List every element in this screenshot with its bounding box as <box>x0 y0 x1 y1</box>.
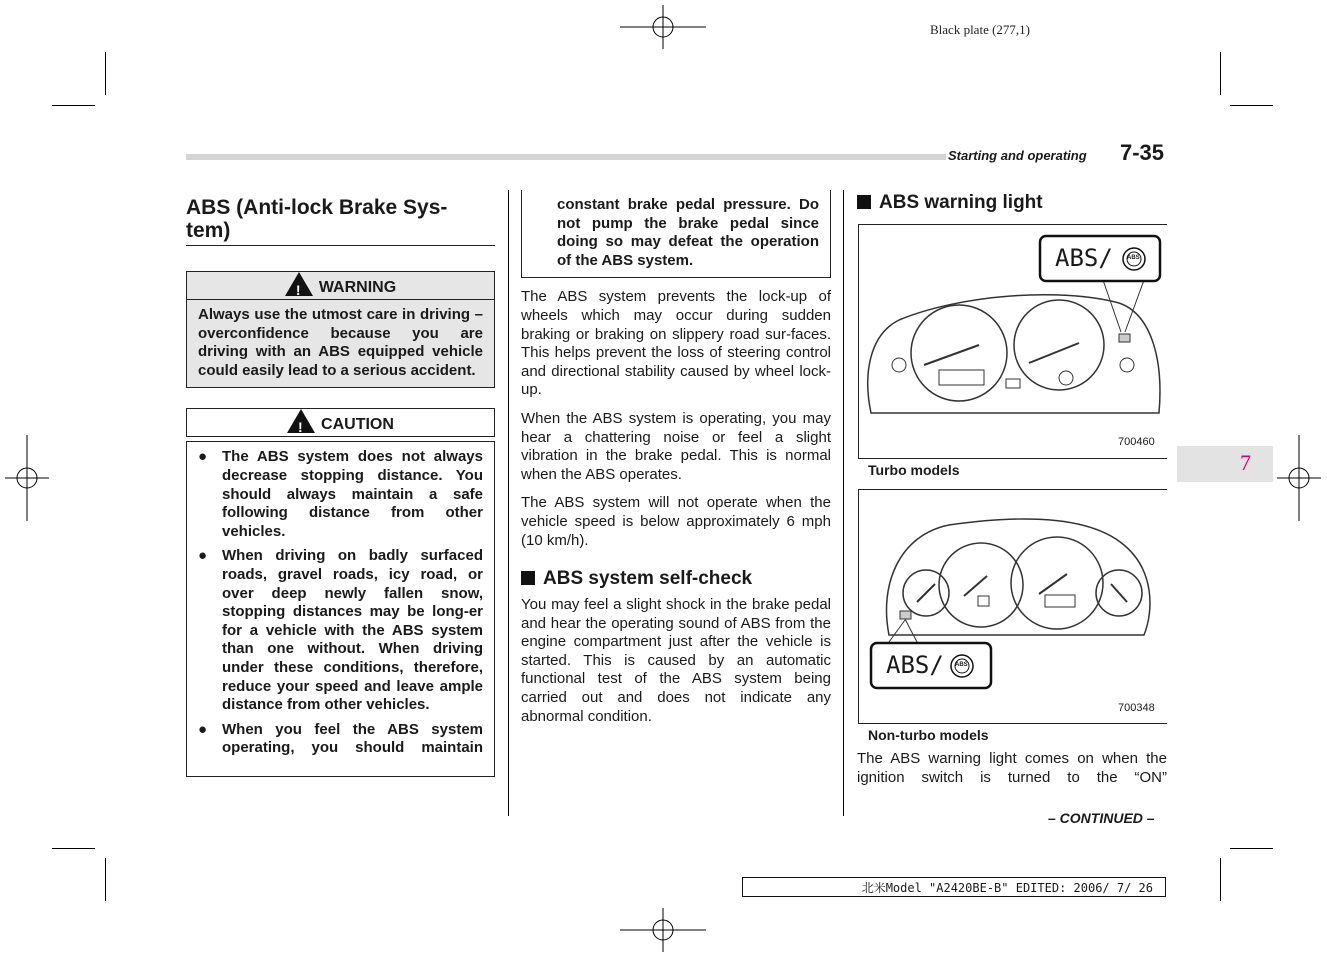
caution-bullet: ● When driving on badly surfaced roads, gravel roads, icy road, or over deep newly fallen snow, stopping distances may be long-er for a vehicle with the ABS system than one without. When driving under these conditions, therefore, reduce your speed and leave ample distance from other vehicles. <box>198 547 483 714</box>
subsection-heading <box>857 192 1167 214</box>
crop-mark <box>1230 105 1273 106</box>
caution-body <box>186 441 495 777</box>
square-bullet-icon <box>521 571 535 585</box>
warning-label: WARNING <box>318 279 397 296</box>
caution-bullet-text: When driving on badly surfaced roads, gravel roads, icy road, or over deep newly fallen snow, stopping distances may be long-er for a vehicle with the ABS system than one without. When driving under these conditions, therefore, reduce your speed and leave ample distance from other vehicles. <box>222 547 483 714</box>
abs-badge-icon: ABS <box>1127 255 1140 261</box>
paragraph: You may feel a slight shock in the brake pedal and hear the operating sound of ABS from the engine compartment just after the vehicle is started. This is caused by an automatic functional test of the ABS system being carried out and does not indicate any abnormal condition. <box>521 596 831 725</box>
abs-label: ABS/ <box>1055 244 1113 272</box>
crop-mark <box>1230 848 1273 849</box>
caution-header <box>186 408 495 437</box>
crop-mark <box>105 858 106 901</box>
square-bullet-icon <box>857 195 871 209</box>
paragraph: When the ABS system is operating, you may hear a chattering noise or feel a slight vibration in the brake pedal. This is normal when the ABS operates. <box>521 409 831 483</box>
caution-box <box>186 408 495 777</box>
left-column <box>186 196 495 777</box>
subsection-heading <box>521 568 831 590</box>
column-divider <box>508 190 509 816</box>
instrument-cluster-illustration <box>859 490 1167 723</box>
figure-caption: Non-turbo models <box>868 727 989 743</box>
caution-continued: constant brake pedal pressure. Do not pump the brake pedal since doing so may defeat the operation of the ABS system. <box>521 190 831 278</box>
page-title: ABS (Anti-lock Brake Sys- tem) <box>186 196 495 246</box>
caution-bullet-text: The ABS system does not always decrease stopping distance. You should always maintain a safe following distance from other vehicles. <box>222 448 483 540</box>
chapter-number: 7 <box>1240 450 1251 475</box>
registration-mark-bottom <box>620 908 706 952</box>
footer-edit-info: 北米Model "A2420BE-B" EDITED: 2006/ 7/ 26 <box>742 877 1166 897</box>
paragraph: The ABS system prevents the lock-up of wheels which may occur during sudden braking or braking on slippery road sur-faces. This helps prevent the loss of steering control and directional stability caused by wheel lock-up. <box>521 288 831 399</box>
crop-mark <box>105 52 106 95</box>
figure-caption: Turbo models <box>868 462 960 478</box>
subsection-title: ABS system self-check <box>543 568 753 590</box>
chapter-tab <box>1177 446 1273 482</box>
abs-label: ABS/ <box>886 651 944 679</box>
warning-text: Always use the utmost care in driving – overconfidence because you are driving with an ABS equipped vehicle could easily lead to a serious accident. <box>186 300 495 388</box>
plate-label: Black plate (277,1) <box>930 22 1030 37</box>
middle-column <box>521 190 831 726</box>
caution-bullet-text: When you feel the ABS system operating, you should maintain <box>222 720 483 757</box>
crop-mark <box>1220 52 1221 95</box>
figure-turbo <box>858 224 1167 459</box>
crop-mark <box>1220 858 1221 901</box>
registration-mark-left <box>5 435 49 521</box>
instrument-cluster-illustration <box>859 225 1167 458</box>
section-title: Starting and operating <box>948 148 1087 163</box>
column-divider <box>843 190 844 816</box>
header-rule <box>186 154 946 160</box>
warning-triangle-icon: ! <box>285 272 313 296</box>
figure-non-turbo <box>858 489 1167 724</box>
right-column <box>857 192 1167 214</box>
figure-code: 700348 <box>1118 702 1155 714</box>
paragraph: The ABS system will not operate when the vehicle speed is below approximately 6 mph (10 km/h). <box>521 494 831 549</box>
subsection-title: ABS warning light <box>879 192 1043 213</box>
warning-box <box>186 271 495 388</box>
page-number: 7-35 <box>1120 140 1165 165</box>
registration-mark-right <box>1277 435 1321 521</box>
caution-bullet: ● The ABS system does not always decrease stopping distance. You should always maintain a safe following distance from other vehicles. <box>198 448 483 540</box>
figure-code: 700460 <box>1118 436 1155 448</box>
crop-mark <box>52 105 95 106</box>
continued-label: – CONTINUED – <box>1048 810 1155 826</box>
caution-label: CAUTION <box>321 416 394 434</box>
caution-bullet: ● When you feel the ABS system operating, you should maintain <box>198 720 483 757</box>
paragraph: The ABS warning light comes on when the ignition switch is turned to the “ON” <box>857 750 1167 786</box>
abs-badge-icon: ABS <box>955 662 968 668</box>
warning-header <box>186 271 495 300</box>
registration-mark-top <box>620 5 706 49</box>
crop-mark <box>52 848 95 849</box>
caution-triangle-icon: ! <box>287 409 315 433</box>
